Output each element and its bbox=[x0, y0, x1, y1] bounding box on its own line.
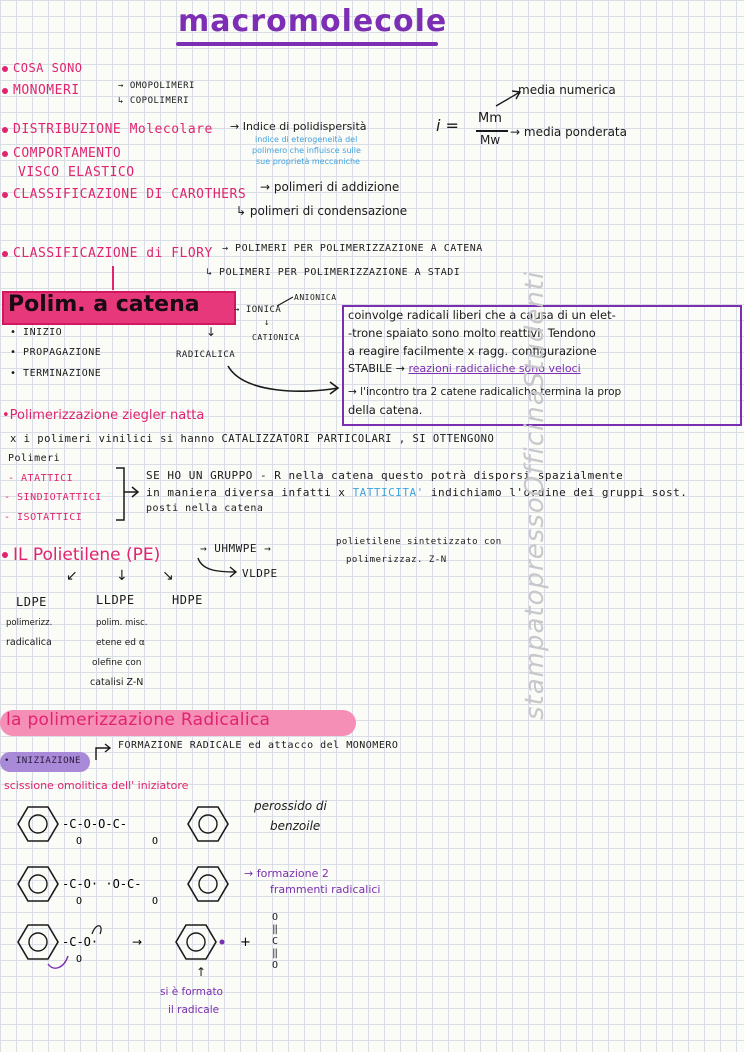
media-numerica: media numerica bbox=[518, 83, 616, 97]
media-ponderata-label: media ponderata bbox=[523, 125, 627, 139]
box-line-4: STABILE → reazioni radicaliche sono veloci bbox=[348, 362, 581, 375]
radicalica-label: RADICALICA bbox=[176, 350, 236, 360]
box-line-2: -trone spaiato sono molto reattivi. Tendono bbox=[348, 326, 596, 340]
bullet-dot-icon bbox=[2, 66, 8, 72]
copolimeri-label: COPOLIMERI bbox=[129, 96, 190, 106]
fase-inizio-label: INIZIO bbox=[23, 327, 63, 338]
pe-heading-label: IL Polietilene (PE) bbox=[13, 545, 161, 565]
bullet-dot-icon bbox=[2, 251, 8, 257]
ziegler-desc-2a: in maniera diversa infatti x bbox=[146, 486, 346, 499]
condensazione-label: polimeri di condensazione bbox=[249, 204, 408, 218]
ionica-item: → IONICA bbox=[234, 305, 282, 315]
radicalica-heading: la polimerizzazione Radicalica bbox=[6, 710, 271, 730]
indice-note-2: polimero che influisce sulle bbox=[252, 146, 361, 155]
arrow-down-icon: ↓ bbox=[206, 325, 217, 339]
ldpe-note-2: radicalica bbox=[6, 637, 52, 648]
bullet-cosa-sono bbox=[2, 62, 83, 76]
ziegler-line-1: x i polimeri vinilici si hanno CATALIZZATORI PARTICOLARI , SI OTTENGONO bbox=[10, 433, 495, 445]
ziegler-desc-2c: indichiamo l'ordine dei gruppi sost. bbox=[430, 486, 688, 499]
page-title: macromolecole bbox=[178, 4, 448, 39]
bullet-monomeri bbox=[2, 84, 80, 99]
uhmwpe-label: UHMWPE bbox=[214, 542, 257, 555]
ziegler-desc-2 bbox=[146, 487, 687, 500]
hook-arrow-icon bbox=[92, 742, 116, 762]
iniziazione-label: • INIZIAZIONE bbox=[4, 756, 81, 766]
formazione2-label-2: frammenti radicalici bbox=[270, 883, 381, 896]
media-ponderata-item: → media ponderata bbox=[510, 125, 627, 139]
fase-terminazione-label: TERMINAZIONE bbox=[23, 368, 102, 379]
bullet-dot-icon bbox=[2, 88, 8, 94]
bullet-dot-icon bbox=[2, 192, 8, 198]
omopolimeri-label: OMOPOLIMERI bbox=[129, 81, 195, 91]
curved-arrow-icon bbox=[224, 364, 344, 398]
indice-label: Indice di polidispersità bbox=[242, 120, 367, 133]
bullet-flory bbox=[2, 247, 213, 262]
formato-label-1: si è formato bbox=[160, 986, 223, 998]
arrow-down-right-icon: ↘ bbox=[162, 568, 174, 584]
radical-formation-structure bbox=[8, 920, 298, 970]
formazione2-label-1: formazione 2 bbox=[256, 867, 329, 880]
catena-heading: Polim. a catena bbox=[8, 292, 200, 317]
svg-text:O: O bbox=[152, 896, 159, 907]
svg-text:-C-O-O-C-: -C-O-O-C- bbox=[62, 817, 128, 831]
ziegler-desc-3: posti nella catena bbox=[146, 503, 264, 514]
tipo-isotattici: - ISOTATTICI bbox=[4, 512, 83, 523]
arrow-down-icon: ↓ bbox=[116, 568, 128, 584]
svg-text:-C-O· ·O-C-: -C-O· ·O-C- bbox=[62, 877, 142, 891]
fase-terminazione: • TERMINAZIONE bbox=[10, 368, 102, 379]
radical-fragments-structure bbox=[8, 862, 248, 906]
box-line-5-label: l'incontro tra 2 catene radicaliche termina la prop bbox=[360, 386, 622, 398]
cationica-label: CATIONICA bbox=[252, 333, 300, 342]
svg-text:→: → bbox=[132, 935, 143, 949]
ldpe-note-1: polimerizz. bbox=[6, 618, 53, 628]
formula-fraction-bar bbox=[476, 130, 508, 132]
fase-propagazione: • PROPAGAZIONE bbox=[10, 347, 102, 358]
formazione2-item: → formazione 2 bbox=[244, 867, 329, 880]
arrow-down-icon bbox=[108, 266, 118, 292]
comportamento-label-1: COMPORTAMENTO bbox=[13, 146, 122, 161]
flory-stadi-item: ↳ POLIMERI PER POLIMERIZZAZIONE A STADI bbox=[206, 267, 461, 278]
arrow-down-small-icon: ↓ bbox=[264, 318, 270, 328]
scissione-label: scissione omolitica dell' iniziatore bbox=[4, 779, 189, 792]
bullet-dot-icon bbox=[2, 127, 8, 133]
svg-text:O: O bbox=[76, 836, 83, 847]
fase-propagazione-label: PROPAGAZIONE bbox=[23, 347, 102, 358]
bullet-dot-icon bbox=[2, 552, 8, 558]
svg-text:O: O bbox=[76, 954, 83, 965]
flory-label: CLASSIFICAZIONE di FLORY bbox=[13, 246, 213, 261]
svg-text:+: + bbox=[240, 935, 251, 950]
flory-stadi-label: POLIMERI PER POLIMERIZZAZIONE A STADI bbox=[219, 267, 461, 278]
box-line-5: → l'incontro tra 2 catene radicaliche termina la prop bbox=[348, 386, 622, 398]
bullet-carothers bbox=[2, 188, 246, 203]
stabile-label: STABILE bbox=[348, 362, 393, 375]
brace-icon bbox=[114, 466, 144, 524]
box-line-6: della catena. bbox=[348, 403, 423, 417]
svg-text:O: O bbox=[152, 836, 159, 847]
lldpe-label: LLDPE bbox=[96, 593, 135, 607]
cosa-sono-label: COSA SONO bbox=[13, 61, 83, 75]
arrow-up-icon: ↑ bbox=[196, 965, 207, 979]
svg-text:-C-O·: -C-O· bbox=[62, 935, 99, 949]
ldpe-label: LDPE bbox=[16, 595, 47, 609]
addizione-label: polimeri di addizione bbox=[273, 180, 400, 194]
perossido-label-2: benzoile bbox=[270, 819, 321, 833]
carothers-label: CLASSIFICAZIONE DI CAROTHERS bbox=[13, 187, 247, 202]
fase-inizio: • INIZIO bbox=[10, 327, 63, 338]
pe-heading bbox=[2, 546, 160, 566]
indice-item: → Indice di polidispersità bbox=[230, 120, 367, 133]
condensazione-item: ↳ polimeri di condensazione bbox=[236, 204, 408, 218]
indice-note-1: indice di eterogeneità del bbox=[255, 135, 358, 144]
ziegler-desc-1: SE HO UN GRUPPO - R nella catena questo potrà disporsi spazialmente bbox=[146, 469, 624, 482]
tipo-atattici: - ATATTICI bbox=[8, 473, 74, 484]
formato-label-2: il radicale bbox=[168, 1004, 220, 1016]
monomeri-label: MONOMERI bbox=[13, 83, 80, 98]
arrow-down-left-icon: ↙ bbox=[66, 568, 78, 584]
formula-i: i = bbox=[436, 116, 459, 135]
anionica-label: ANIONICA bbox=[294, 293, 337, 302]
omopolimeri-item: → OMOPOLIMERI bbox=[118, 81, 195, 91]
copolimeri-item: ↳ COPOLIMERI bbox=[118, 96, 190, 106]
benzoyl-peroxide-structure bbox=[8, 802, 248, 846]
addizione-item: → polimeri di addizione bbox=[260, 180, 400, 194]
flory-catena-label: POLIMERI PER POLIMERIZZAZIONE A CATENA bbox=[235, 243, 483, 254]
arrow-down-right-icon bbox=[196, 556, 240, 578]
lldpe-note-3: olefine con bbox=[92, 658, 142, 668]
tipo-sindiotattici: - SINDIOTATTICI bbox=[4, 492, 102, 503]
lldpe-note-1: polim. misc. bbox=[96, 618, 148, 628]
distribuzione-label: DISTRIBUZIONE Molecolare bbox=[13, 122, 213, 137]
formula-numerator: Mm bbox=[478, 111, 502, 126]
uhmwpe-note-1: polietilene sintetizzato con bbox=[336, 537, 502, 547]
comportamento-label-2: VISCO ELASTICO bbox=[18, 165, 135, 180]
box-line-3: a reagire facilmente x ragg. configurazione bbox=[348, 344, 597, 358]
bullet-comportamento bbox=[2, 147, 121, 162]
box-line-1: coinvolge radicali liberi che a causa di un elet- bbox=[348, 308, 616, 322]
lldpe-note-4: catalisi Z-N bbox=[90, 677, 144, 688]
ziegler-heading: •Polimerizzazione ziegler natta bbox=[2, 408, 205, 423]
uhmwpe-item: → UHMWPE → bbox=[200, 542, 272, 555]
perossido-label-1: perossido di bbox=[254, 799, 327, 813]
title-underline bbox=[176, 42, 438, 46]
bullet-distribuzione bbox=[2, 123, 213, 138]
svg-text:O: O bbox=[76, 896, 83, 907]
lldpe-note-2: etene ed α bbox=[96, 638, 145, 648]
co2-structure: O ‖ C ‖ O bbox=[272, 912, 279, 971]
ziegler-line-2: Polimeri bbox=[8, 453, 61, 464]
vldpe-label: VLDPE bbox=[242, 567, 278, 580]
flory-catena-item: → POLIMERI PER POLIMERIZZAZIONE A CATENA bbox=[222, 243, 483, 254]
bullet-dot-icon bbox=[2, 151, 8, 157]
uhmwpe-note-2: polimerizzaz. Z-N bbox=[346, 555, 447, 565]
reazioni-veloci-label: reazioni radicaliche sono veloci bbox=[408, 362, 581, 375]
formula-denominator: Mw bbox=[480, 133, 501, 147]
formazione-label: FORMAZIONE RADICALE ed attacco del MONOMERO bbox=[118, 740, 399, 751]
ziegler-heading-label: Polimerizzazione ziegler natta bbox=[9, 408, 205, 423]
arrow-up-right-icon bbox=[494, 88, 524, 108]
indice-note-3: sue proprietà meccaniche bbox=[256, 157, 360, 166]
hdpe-label: HDPE bbox=[172, 593, 203, 607]
ionica-label: IONICA bbox=[245, 305, 282, 315]
tatticita-label: TATTICITA' bbox=[352, 486, 424, 499]
watermark: stampatopressoOfficinaStudenti bbox=[520, 270, 550, 720]
